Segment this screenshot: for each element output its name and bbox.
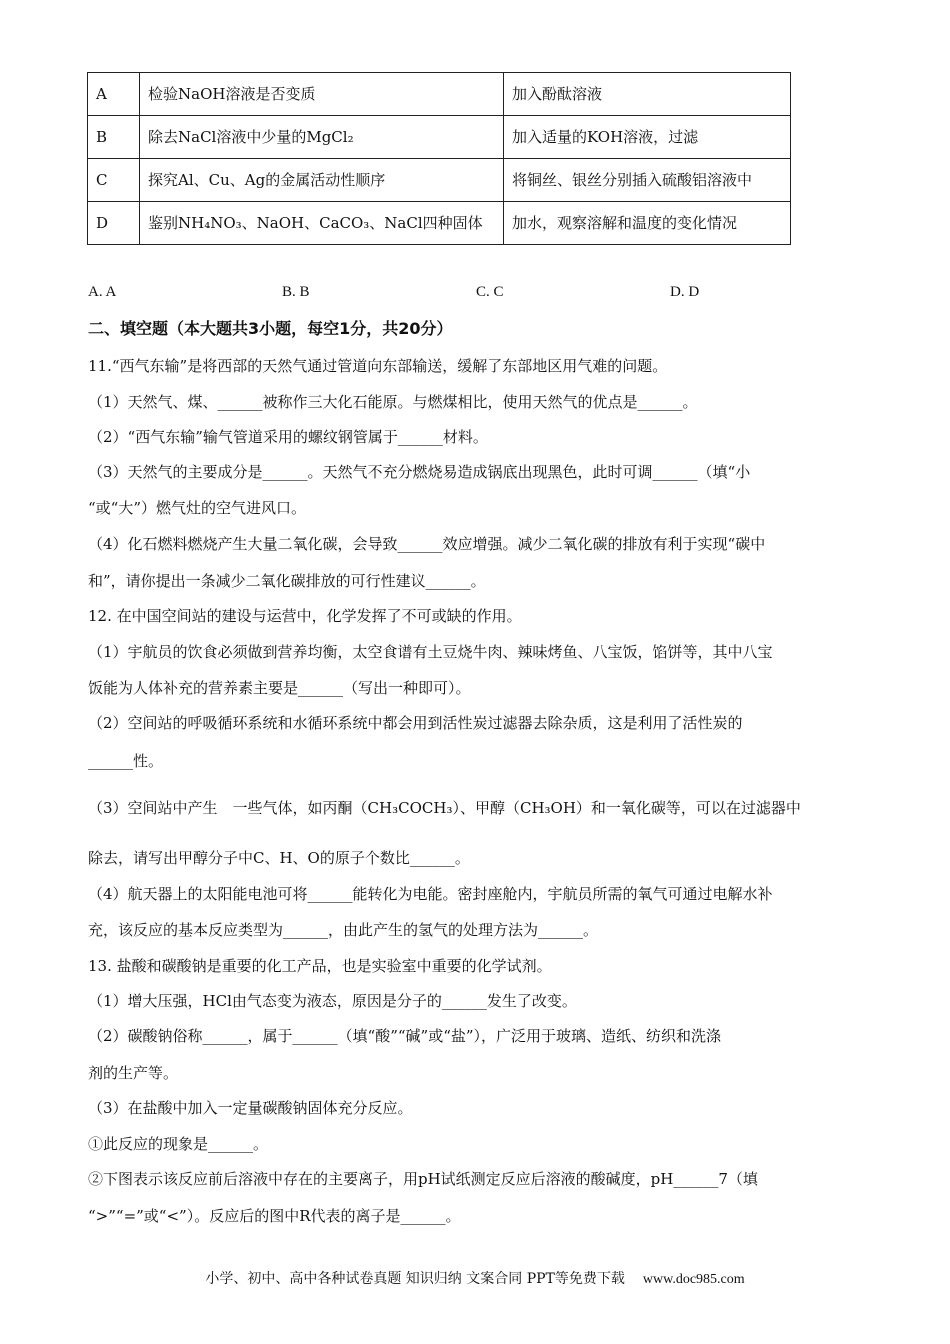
text-line: 13. 盐酸和碳酸钠是重要的化工产品，也是实验室中重要的化学试剂。 [88, 957, 552, 975]
text-line: 饭能为人体补充的营养素主要是______（写出一种即可）。 [88, 679, 471, 697]
choice-b: B. B [282, 284, 310, 300]
row-purpose: 除去NaCl溶液中少量的MgCl₂ [140, 116, 504, 159]
text-line: ②下图表示该反应前后溶液中存在的主要离子，用pH试纸测定反应后溶液的酸碱度，pH______7（填 [88, 1170, 758, 1188]
text-line: （1）宇航员的饮食必须做到营养均衡，太空食谱有土豆烧牛肉、辣味烤鱼、八宝饭，馅饼等，其中八宝 [88, 643, 773, 661]
text-line: ①此反应的现象是______。 [88, 1135, 269, 1153]
page-footer [0, 1268, 950, 1288]
row-purpose: 鉴别NH₄NO₃、NaOH、CaCO₃、NaCl四种固体 [140, 202, 504, 245]
table-row [88, 116, 791, 159]
choice-c: C. C [476, 284, 504, 300]
text-line: ______性。 [88, 752, 164, 770]
row-method: 将铜丝、银丝分别插入硫酸铝溶液中 [504, 159, 791, 202]
row-purpose: 探究Al、Cu、Ag的金属活动性顺序 [140, 159, 504, 202]
text-line: （2）“西气东输”输气管道采用的螺纹钢管属于______材料。 [88, 428, 488, 446]
table-row [88, 73, 791, 116]
text-line: （3）在盐酸中加入一定量碳酸钠固体充分反应。 [88, 1099, 413, 1117]
text-line: （4）化石燃料燃烧产生大量二氧化碳，会导致______效应增强。减少二氧化碳的排放有利于实现“碳中 [88, 535, 766, 553]
row-method: 加入酚酞溶液 [504, 73, 791, 116]
options-table [87, 72, 791, 245]
text-line: 剂的生产等。 [88, 1064, 179, 1082]
row-label: A [88, 73, 140, 116]
text-line: “或“大”）燃气灶的空气进风口。 [88, 499, 307, 517]
row-purpose: 检验NaOH溶液是否变质 [140, 73, 504, 116]
text-line: 和”，请你提出一条减少二氧化碳排放的可行性建议______。 [88, 572, 486, 590]
row-method: 加入适量的KOH溶液，过滤 [504, 116, 791, 159]
table-row [88, 159, 791, 202]
section-title: 二、填空题（本大题共3小题，每空1分，共20分） [88, 319, 453, 338]
footer-url[interactable]: www.doc985.com [642, 1272, 745, 1287]
text-line: 除去，请写出甲醇分子中C、H、O的原子个数比______。 [88, 849, 470, 867]
text-line: （3）空间站中产生 一些气体，如丙酮（CH₃COCH₃）、甲醇（CH₃OH）和一氧化碳等，可以在过滤器中 [88, 799, 801, 817]
text-line: （2）碳酸钠俗称______，属于______（填“酸”“碱”或“盐”），广泛用于玻璃、造纸、纺织和洗涤 [88, 1027, 722, 1045]
text-line: （2）空间站的呼吸循环系统和水循环系统中都会用到活性炭过滤器去除杂质，这是利用了活性炭的 [88, 714, 743, 732]
choice-a: A. A [88, 284, 117, 300]
text-line: （4）航天器上的太阳能电池可将______能转化为电能。密封座舱内，宇航员所需的氧气可通过电解水补 [88, 885, 773, 903]
row-method: 加水，观察溶解和温度的变化情况 [504, 202, 791, 245]
row-label: C [88, 159, 140, 202]
text-line: 12. 在中国空间站的建设与运营中，化学发挥了不可或缺的作用。 [88, 607, 522, 625]
text-line: “>”“=”或“<”）。反应后的图中R代表的离子是______。 [88, 1207, 461, 1225]
choice-d: D. D [670, 284, 700, 300]
row-label: D [88, 202, 140, 245]
table-row [88, 202, 791, 245]
text-line: 11.“西气东输”是将西部的天然气通过管道向东部输送，缓解了东部地区用气难的问题。 [88, 357, 668, 375]
text-line: 充，该反应的基本反应类型为______，由此产生的氢气的处理方法为______。 [88, 921, 599, 939]
footer-text: 小学、初中、高中各种试卷真题 知识归纳 文案合同 PPT等免费下载 [205, 1271, 625, 1287]
text-line: （1）增大压强，HCl由气态变为液态，原因是分子的______发生了改变。 [88, 992, 577, 1010]
text-line: （1）天然气、煤、______被称作三大化石能原。与燃煤相比，使用天然气的优点是______。 [88, 393, 698, 411]
text-line: （3）天然气的主要成分是______。天然气不充分燃烧易造成锅底出现黑色，此时可调______（填“小 [88, 463, 751, 481]
row-label: B [88, 116, 140, 159]
